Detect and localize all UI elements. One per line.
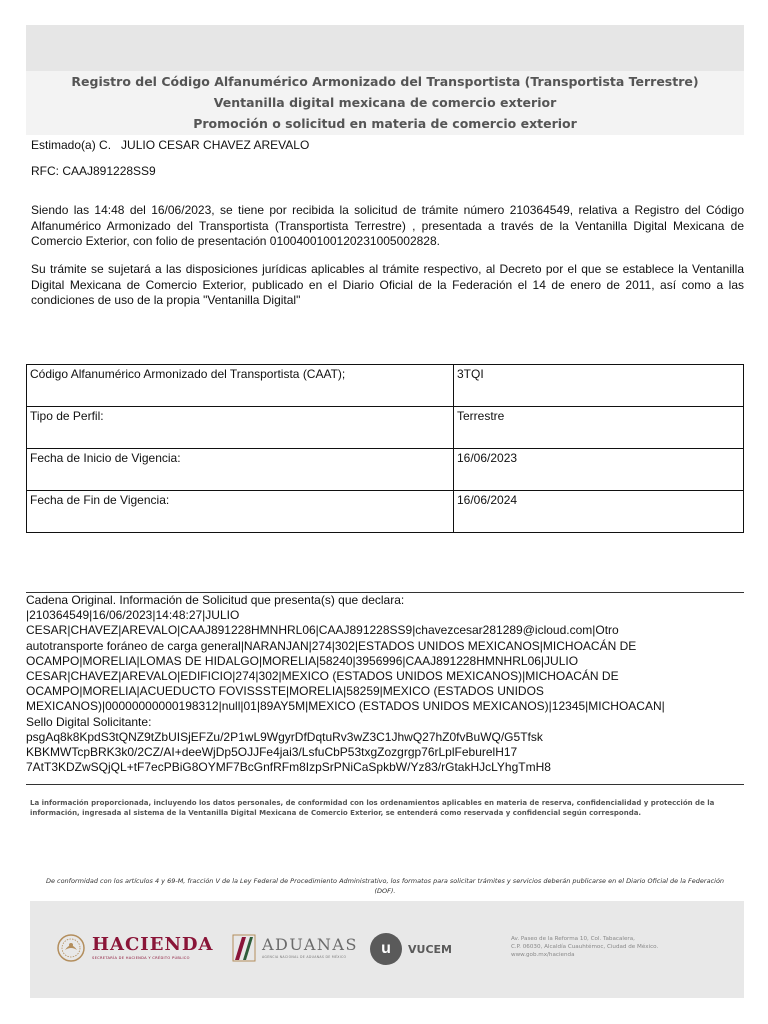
paragraph-receipt: Siendo las 14:48 del 16/06/2023, se tiene por recibida la solicitud de trámite número 210364549, relativa a Registro del Código Alfanumérico Armonizado del Transportista (Transportista Terrestre) , presentada a través de la Ventanilla Digital Mexicana de Comercio Exterior, con folio de presentación 0100400100120231005002828.: [31, 203, 744, 248]
cadena-line: MEXICANOS)|00000000000198312|null|01|89AY5M|MEXICO (ESTADOS UNIDOS MEXICANOS)|12345|MICHOACAN|: [26, 699, 665, 714]
cadena-line: OCAMPO|MORELIA|ACUEDUCTO FOVISSSTE|MORELIA|58259|MEXICO (ESTADOS UNIDOS: [26, 684, 544, 699]
table-row: [27, 449, 744, 491]
paragraph-legal: Su trámite se sujetará a las disposiciones jurídicas aplicables al trámite respectivo, al Decreto por el que se establece la Ventanilla Digital Mexicana de Comercio Exterior, publicado en el Diario Oficial de la Federación el 14 de enero de 2011, así como a las condiciones de uso de la propia "Ventanilla Digital": [31, 262, 744, 307]
table-label: Código Alfanumérico Armonizado del Transportista (CAAT);: [27, 365, 454, 407]
cadena-heading: Cadena Original. Información de Solicitud que presenta(s) que declara:: [26, 593, 405, 607]
cadena-line: CESAR|CHAVEZ|AREVALO|EDIFICIO|274|302|MEXICO (ESTADOS UNIDOS MEXICANOS)|MICHOACÁN DE: [26, 669, 619, 684]
sello-label: Sello Digital Solicitante:: [26, 714, 152, 729]
table-value: 3TQI: [454, 365, 744, 407]
aduanas-emblem-icon: [232, 933, 256, 963]
aduanas-logo: [232, 933, 358, 963]
cadena-line: OCAMPO|MORELIA|LOMAS DE HIDALGO|MORELIA|58240|3956996|CAAJ891228HMNHRL06|JULIO: [26, 653, 579, 668]
aduanas-subtitle: AGENCIA NACIONAL DE ADUANAS DE MÉXICO: [262, 955, 347, 959]
document-subtitle-2: Promoción o solicitud en materia de comercio exterior: [193, 116, 577, 131]
footer-address: [511, 935, 701, 959]
eagle-seal-icon: [56, 933, 86, 963]
confidentiality-disclaimer: La información proporcionada, incluyendo los datos personales, de conformidad con los ordenamientos aplicables en materia de reserva, confidencialidad y protección de la información, ingresada al sistema de la Ventanilla Digital Mexicana de Comercio Exterior, se entenderá como reservada y confidencial según corresponda.: [30, 799, 715, 817]
table-label: Fecha de Fin de Vigencia:: [27, 491, 454, 533]
footer-logos: [30, 901, 744, 998]
table-row: [27, 407, 744, 449]
aduanas-name: ADUANAS: [262, 935, 358, 954]
legal-note: De conformidad con los artículos 4 y 69-M, fracción V de la Ley Federal de Procedimiento Administrativo, los formatos para solicitar trámites y servicios deberán publicarse en el Diario Oficial de la Federación (DOF).: [45, 877, 725, 895]
table-value: 16/06/2024: [454, 491, 744, 533]
document-subtitle: Ventanilla digital mexicana de comercio exterior: [213, 95, 557, 110]
greeting: Estimado(a) C. JULIO CESAR CHAVEZ AREVALO: [31, 138, 310, 152]
rfc-line: RFC: CAAJ891228SS9: [31, 164, 156, 178]
header-top-band: [26, 25, 744, 71]
hacienda-logo: [56, 933, 213, 963]
vucem-logo: [370, 933, 452, 965]
cadena-line: CESAR|CHAVEZ|AREVALO|CAAJ891228HMNHRL06|CAAJ891228SS9|chavezcesar281289@icloud.com|Otro: [26, 623, 619, 638]
vucem-name: VUCEM: [408, 942, 452, 956]
table-label: Fecha de Inicio de Vigencia:: [27, 449, 454, 491]
vucem-u-icon: u: [370, 933, 402, 965]
table-row: [27, 365, 744, 407]
table-value: Terrestre: [454, 407, 744, 449]
cadena-line: autotransporte foráneo de carga general|NARANJAN|274|302|ESTADOS UNIDOS MEXICANOS|MICHOACÁN DE: [26, 638, 637, 653]
document-title-block: [26, 71, 744, 135]
table-label: Tipo de Perfil:: [27, 407, 454, 449]
address-url: www.gob.mx/hacienda: [511, 952, 575, 958]
sello-line: 7AtT3KDZwSQjQL+tF7ecPBiG8OYMF7BcGnfRFm8IzpSrPNiCaSpkbW/Yz83/rGtakHJcLYhgTmH8: [26, 760, 551, 775]
sello-line: psgAq8k8KpdS3tQNZ9tZbUISjEFZu/2P1wL9WgyrDfDqtuRv3wZ3C1JhwQ27hZ0fvBuWQ/G5Tfsk: [26, 729, 543, 744]
table-row: [27, 491, 744, 533]
table-value: 16/06/2023: [454, 449, 744, 491]
address-line: Av. Paseo de la Reforma 10, Col. Tabacalera,: [511, 936, 635, 942]
hacienda-name: HACIENDA: [92, 934, 214, 955]
sello-line: KBKMWTcpBRK3k0/2CZ/AI+deeWjDp5OJJFe4jai3/LsfuCbP53txgZozgrgp76rLplFeburelH17: [26, 745, 518, 760]
divider-bottom: [26, 784, 744, 785]
cadena-line: |210364549|16/06/2023|14:48:27|JULIO: [26, 608, 240, 623]
cadena-original-block: [26, 593, 744, 775]
address-line: C.P. 06030, Alcaldía Cuauhtémoc, Ciudad de México.: [511, 944, 659, 950]
caat-info-table: [26, 364, 744, 533]
document-title: Registro del Código Alfanumérico Armonizado del Transportista (Transportista Terrestre): [71, 74, 699, 89]
hacienda-subtitle: SECRETARÍA DE HACIENDA Y CRÉDITO PÚBLICO: [92, 956, 190, 960]
